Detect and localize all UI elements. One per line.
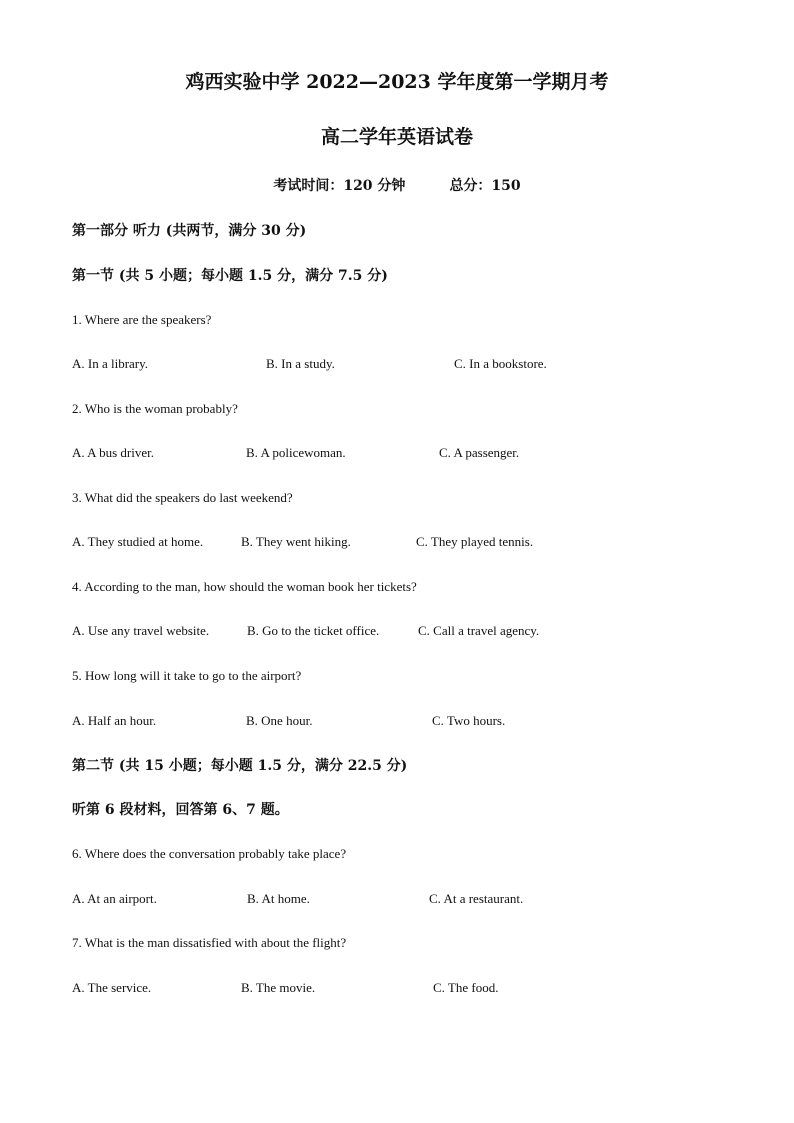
option-c: C. A passenger. <box>439 445 520 460</box>
question-3: 3. What did the speakers do last weekend? <box>72 490 293 505</box>
option-c: C. Two hours. <box>432 713 506 728</box>
question-5-options <box>72 712 722 730</box>
option-c: C. They played tennis. <box>416 534 534 549</box>
section2-instruction: 听第 6 段材料，回答第 6、7 题。 <box>72 802 289 818</box>
exam-subtitle: 高二学年英语试卷 <box>320 126 473 148</box>
question-3-options <box>72 533 722 551</box>
exam-total-score: 总分：150 <box>449 178 521 194</box>
question-2-options <box>72 444 722 462</box>
option-b: B. In a study. <box>266 356 335 371</box>
option-b: B. The movie. <box>241 980 316 995</box>
option-a: A. The service. <box>72 980 152 995</box>
question-1-options <box>72 355 722 373</box>
option-c: C. At a restaurant. <box>429 891 524 906</box>
option-c: C. In a bookstore. <box>454 356 547 371</box>
part1-heading: 第一部分 听力 (共两节，满分 30 分) <box>72 223 307 239</box>
option-b: B. A policewoman. <box>246 445 346 460</box>
option-a: A. At an airport. <box>72 891 157 906</box>
question-7: 7. What is the man dissatisfied with about the flight? <box>72 935 347 950</box>
question-4-options <box>72 622 722 640</box>
option-a: A. They studied at home. <box>72 534 204 549</box>
question-5: 5. How long will it take to go to the airport? <box>72 668 302 683</box>
exam-title: 鸡西实验中学 2022—2023 学年度第一学期月考 <box>185 71 609 93</box>
question-6: 6. Where does the conversation probably take place? <box>72 846 347 861</box>
option-a: A. Half an hour. <box>72 713 157 728</box>
section2-heading: 第二节 (共 15 小题；每小题 1.5 分，满分 22.5 分) <box>72 758 408 774</box>
question-7-options <box>72 979 722 997</box>
option-a: A. Use any travel website. <box>72 623 210 638</box>
exam-meta <box>0 176 794 196</box>
question-1: 1. Where are the speakers? <box>72 312 212 327</box>
option-c: C. The food. <box>433 980 499 995</box>
option-b: B. They went hiking. <box>241 534 351 549</box>
option-b: B. At home. <box>247 891 310 906</box>
exam-time: 考试时间：120 分钟 <box>273 178 406 194</box>
option-b: B. Go to the ticket office. <box>247 623 380 638</box>
option-a: A. A bus driver. <box>72 445 154 460</box>
question-2: 2. Who is the woman probably? <box>72 401 238 416</box>
option-a: A. In a library. <box>72 356 149 371</box>
question-6-options <box>72 890 722 908</box>
question-4: 4. According to the man, how should the woman book her tickets? <box>72 579 417 594</box>
option-c: C. Call a travel agency. <box>418 623 540 638</box>
section1-heading: 第一节 (共 5 小题；每小题 1.5 分，满分 7.5 分) <box>72 268 388 284</box>
option-b: B. One hour. <box>246 713 313 728</box>
